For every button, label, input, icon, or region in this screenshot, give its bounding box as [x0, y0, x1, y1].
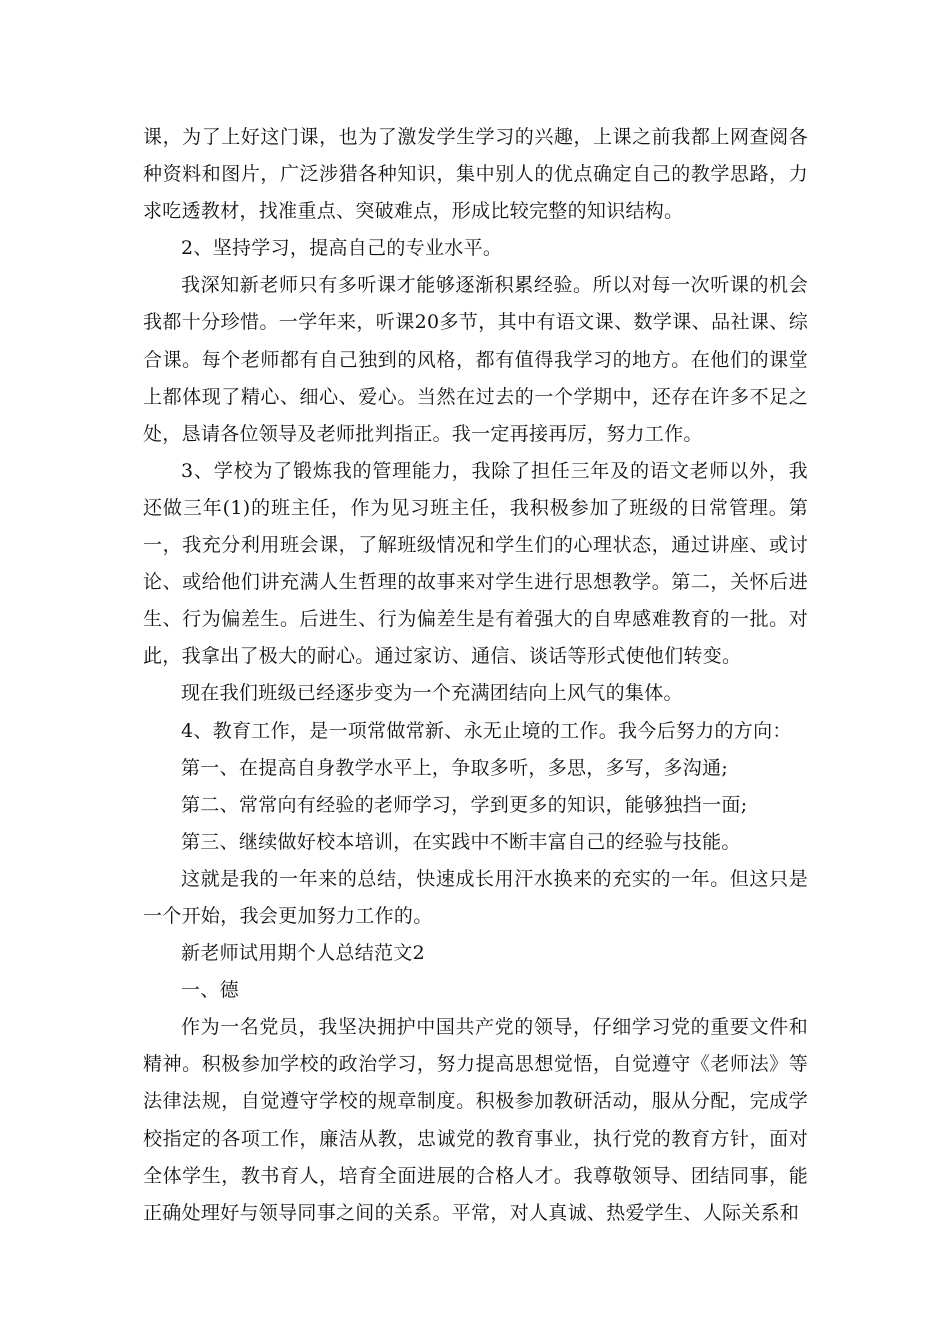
paragraph: 第二、常常向有经验的老师学习，学到更多的知识，能够独挡一面;	[181, 793, 748, 816]
paragraph: 课，为了上好这门课，也为了激发学生学习的兴趣，上课之前我都上网查阅各种资料和图片，广泛涉猎各种知识，集中别人的优点确定自己的教学思路，力求吃透教材，找准重点、突破难点，形成比较完整的知识结构。	[143, 126, 808, 223]
paragraph: 这就是我的一年来的总结，快速成长用汗水换来的充实的一年。但这只是一个开始，我会更加努力工作的。	[143, 867, 808, 927]
paragraph: 现在我们班级已经逐步变为一个充满团结向上风气的集体。	[181, 682, 683, 705]
paragraph: 4、教育工作，是一项常做常新、永无止境的工作。我今后努力的方向：	[181, 719, 792, 742]
section-heading: 一、德	[181, 979, 239, 1002]
paragraph: 作为一名党员，我坚决拥护中国共产党的领导，仔细学习党的重要文件和精神。积极参加学校的政治学习，努力提高思想觉悟，自觉遵守《老师法》等法律法规，自觉遵守学校的规章制度。积极参加教研活动，服从分配，完成学校指定的各项工作，廉洁从教，忠诚党的教育事业，执行党的教育方针，面对全体学生，教书育人，培育全面进展的合格人才。我尊敬领导、团结同事，能正确处理好与领导同事之间的关系。平常，对人真诚、热爱学生、人际关系和	[143, 1016, 808, 1224]
paragraph: 2、坚持学习，提高自己的专业水平。	[181, 237, 503, 260]
paragraph: 我深知新老师只有多听课才能够逐渐积累经验。所以对每一次听课的机会我都十分珍惜。一学年来，听课20多节，其中有语文课、数学课、品社课、综合课。每个老师都有自己独到的风格，都有值得我学习的地方。在他们的课堂上都体现了精心、细心、爱心。当然在过去的一个学期中，还存在许多不足之处，恳请各位领导及老师批判指正。我一定再接再厉，努力工作。	[143, 274, 808, 445]
section-title: 新老师试用期个人总结范文2	[181, 942, 425, 965]
paragraph: 3、学校为了锻炼我的管理能力，我除了担任三年及的语文老师以外，我还做三年(1)的班主任，作为见习班主任，我积极参加了班级的日常管理。第一，我充分利用班会课，了解班级情况和学生们的心理状态，通过讲座、或讨论、或给他们讲充满人生哲理的故事来对学生进行思想教学。第二，关怀后进生、行为偏差生。后进生、行为偏差生是有着强大的自卑感难教育的一批。对此，我拿出了极大的耐心。通过家访、通信、谈话等形式使他们转变。	[143, 459, 808, 668]
document-body	[143, 119, 808, 1232]
paragraph: 第一、在提高自身教学水平上，争取多听，多思，多写，多沟通;	[181, 756, 729, 779]
paragraph: 第三、继续做好校本培训，在实践中不断丰富自己的经验与技能。	[181, 830, 741, 853]
